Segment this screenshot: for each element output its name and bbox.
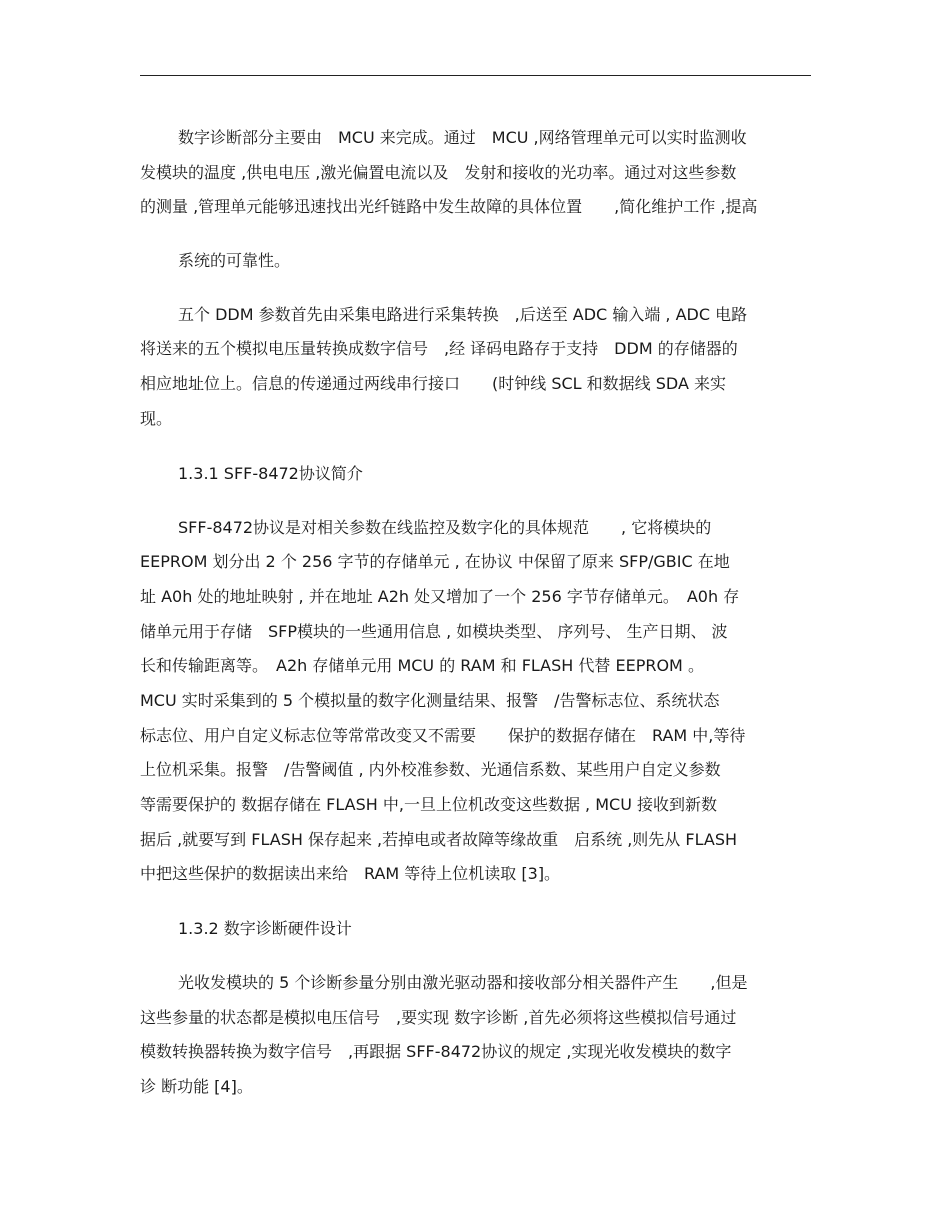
paragraph-sff8472-intro: [140, 511, 811, 893]
text-line: 标志位、用户自定义标志位等常常改变又不需要 保护的数据存储在 RAM 中,等待: [140, 725, 746, 745]
document-body: [140, 121, 811, 1105]
text-line: 相应地址位上。信息的传递通过两线串行接口 (时钟线 SCL 和数据线 SDA 来实: [140, 374, 726, 394]
text-line: 系统的可靠性。: [178, 251, 291, 271]
header-rule: [140, 75, 811, 76]
text-line: 将送来的五个模拟电压量转换成数字信号 ,经 译码电路存于支持 DDM 的存储器的: [140, 339, 738, 359]
section-heading-1-3-2: 1.3.2 数字诊断硬件设计: [178, 919, 352, 939]
text-line: 中把这些保护的数据读出来给 RAM 等待上位机读取 [3]。: [140, 864, 561, 884]
text-line: 长和传输距离等。 A2h 存储单元用 MCU 的 RAM 和 FLASH 代替 EEPROM 。: [140, 656, 704, 676]
text-line: 据后 ,就要写到 FLASH 保存起来 ,若掉电或者故障等缘故重 启系统 ,则先从 FLASH: [140, 829, 738, 849]
text-line: SFF-8472协议是对相关参数在线监控及数字化的具体规范 , 它将模块的: [178, 517, 712, 537]
text-line: 光收发模块的 5 个诊断参量分别由激光驱动器和接收部分相关器件产生 ,但是: [178, 973, 748, 993]
text-line: 五个 DDM 参数首先由采集电路进行采集转换 ,后送至 ADC 输入端 , ADC 电路: [178, 304, 748, 324]
text-line: 数字诊断部分主要由 MCU 来完成。通过 MCU ,网络管理单元可以实时监测收: [178, 128, 747, 147]
paragraph-reliability: [140, 244, 811, 279]
text-line: 现。: [140, 408, 173, 428]
paragraph-digital-diagnosis: [140, 121, 811, 225]
text-line: EEPROM 划分出 2 个 256 字节的存储单元 , 在协议 中保留了原来 SFP/GBIC 在地: [140, 552, 730, 572]
text-line: 发模块的温度 ,供电电压 ,激光偏置电流以及 发射和接收的光功率。通过对这些参数: [140, 162, 737, 182]
text-line: 址 A0h 处的地址映射 , 并在地址 A2h 处又增加了一个 256 字节存储单元。 A0h 存: [140, 586, 740, 606]
text-line: 模数转换器转换为数字信号 ,再跟据 SFF-8472协议的规定 ,实现光收发模块的数字: [140, 1042, 732, 1062]
text-line: 的测量 ,管理单元能够迅速找出光纤链路中发生故障的具体位置 ,简化维护工作 ,提高: [140, 197, 758, 217]
section-heading-1-3-1: 1.3.1 SFF-8472协议简介: [178, 463, 363, 483]
text-line: 这些参量的状态都是模拟电压信号 ,要实现 数字诊断 ,首先必须将这些模拟信号通过: [140, 1007, 737, 1027]
paragraph-ddm-parameters: [140, 298, 811, 437]
text-line: MCU 实时采集到的 5 个模拟量的数字化测量结果、报警 /告警标志位、系统状态: [140, 690, 720, 710]
text-line: 等需要保护的 数据存储在 FLASH 中,一旦上位机改变这些数据 , MCU 接收到新数: [140, 795, 717, 814]
text-line: 诊 断功能 [4]。: [140, 1077, 253, 1097]
text-line: 上位机采集。报警 /告警阈值 , 内外校准参数、光通信系数、某些用户自定义参数: [140, 760, 721, 780]
paragraph-hardware-design: [140, 966, 811, 1105]
text-line: 储单元用于存储 SFP模块的一些通用信息 , 如模块类型、 序列号、 生产日期、 波: [140, 621, 728, 641]
